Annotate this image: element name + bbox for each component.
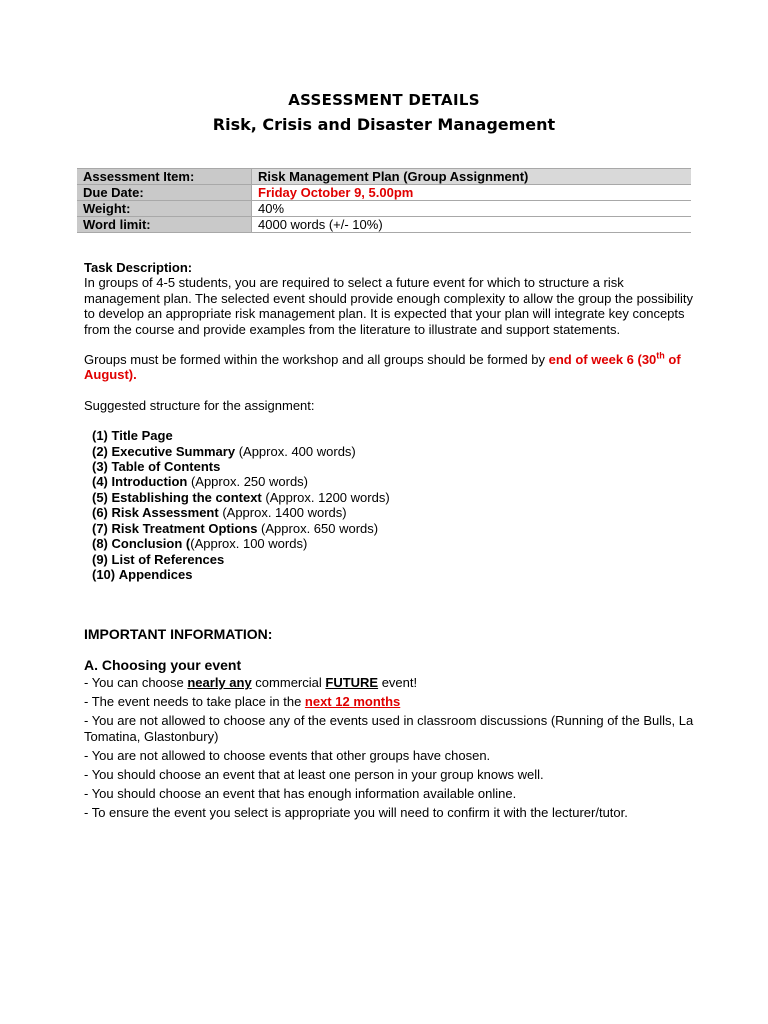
rule-text: commercial [251, 675, 326, 690]
item-title: List of References [111, 551, 225, 567]
groups-deadline-sup: th [656, 350, 665, 361]
item-title: Title Page [111, 428, 173, 444]
task-heading: Task Description: [84, 260, 193, 275]
item-number: (8) [92, 536, 108, 552]
rule-text: - The event needs to take place in the [84, 694, 305, 709]
list-item [84, 694, 704, 710]
list-item [92, 444, 694, 459]
item-title: Establishing the context [111, 489, 262, 505]
item-title: Risk Assessment [111, 505, 219, 521]
item-note: (Approx. 1200 words) [261, 489, 390, 505]
table-row [77, 169, 691, 185]
list-item: - You should choose an event that has enough information available online. [84, 786, 517, 801]
groups-deadline-part: end of week 6 (30 [548, 352, 657, 368]
item-note: (Approx. 250 words) [187, 474, 309, 490]
item-note: (Approx. 650 words) [257, 520, 379, 536]
item-note: (Approx. 1400 words) [218, 505, 347, 521]
item-note: (Approx. 400 words) [235, 443, 356, 459]
item-number: (9) [92, 551, 108, 567]
item-number: (4) [92, 474, 108, 490]
item-number: (1) [92, 428, 108, 444]
list-item: - You are not allowed to choose any of the events used in classroom discussions (Running of the Bulls, La Tomatina, Glastonbury) [84, 713, 694, 744]
weight-label: Weight: [77, 201, 252, 217]
task-section [84, 260, 694, 582]
word-limit-label: Word limit: [77, 217, 252, 233]
list-item [92, 490, 694, 505]
due-date-value: Friday October 9, 5.00pm [252, 185, 692, 201]
item-title: Conclusion ( [111, 536, 191, 552]
rule-text: - You can choose [84, 675, 188, 690]
document-subtitle: Risk, Crisis and Disaster Management [212, 115, 556, 134]
item-note: (Approx. 100 words) [190, 536, 308, 552]
item-title: Executive Summary [111, 443, 236, 459]
list-item: - You are not allowed to choose events that other groups have chosen. [84, 748, 491, 763]
list-item [92, 428, 694, 443]
task-description: In groups of 4-5 students, you are required to select a future event for which to structure a risk management plan. The selected event should provide enough complexity to allow the group the possibility to develop an appropriate risk management plan. It is expected that your plan will integrate key concepts from the course and provide examples from the literature to illustrate and support statements. [84, 275, 693, 337]
item-number: (6) [92, 505, 108, 521]
rule-emphasis: next 12 months [304, 694, 401, 709]
important-heading: IMPORTANT INFORMATION: [84, 626, 273, 642]
event-rules-list [84, 675, 704, 824]
groups-paragraph [84, 352, 694, 383]
list-item: - To ensure the event you select is appropriate you will need to confirm it with the lecturer/tutor. [84, 805, 628, 820]
word-limit-value: 4000 words (+/- 10%) [252, 217, 692, 233]
structure-list [84, 428, 694, 582]
rule-emphasis: nearly any [187, 675, 252, 690]
list-item [92, 567, 694, 582]
rule-text: event! [378, 675, 418, 690]
list-item [92, 459, 694, 474]
due-date-label: Due Date: [77, 185, 252, 201]
item-title: Introduction [111, 474, 188, 490]
list-item [92, 536, 694, 551]
assessment-item-label: Assessment Item: [77, 169, 252, 185]
weight-value: 40% [252, 201, 692, 217]
item-number: (3) [92, 459, 108, 475]
document-title: ASSESSMENT DETAILS [288, 91, 480, 109]
item-title: Risk Treatment Options [111, 520, 258, 536]
table-row [77, 201, 691, 217]
list-item [84, 675, 704, 691]
assessment-details-table [77, 168, 691, 233]
groups-text: Groups must be formed within the workshop and all groups should be formed by [84, 352, 549, 368]
rule-emphasis: FUTURE [325, 675, 379, 690]
list-item [92, 521, 694, 536]
item-title: Table of Contents [111, 459, 221, 475]
title-block [0, 88, 768, 138]
assessment-item-value: Risk Management Plan (Group Assignment) [252, 169, 692, 185]
table-row [77, 217, 691, 233]
list-item [92, 474, 694, 489]
item-number: (7) [92, 520, 108, 536]
item-number: (5) [92, 489, 108, 505]
item-number: (2) [92, 443, 108, 459]
list-item: - You should choose an event that at least one person in your group knows well. [84, 767, 544, 782]
item-number: (10) [92, 566, 116, 582]
list-item [92, 552, 694, 567]
item-title: Appendices [118, 566, 193, 582]
structure-intro: Suggested structure for the assignment: [84, 397, 315, 413]
section-a-heading: A. Choosing your event [84, 657, 242, 673]
list-item [92, 505, 694, 520]
table-row [77, 185, 691, 201]
groups-deadline-end: of August). [84, 352, 681, 383]
